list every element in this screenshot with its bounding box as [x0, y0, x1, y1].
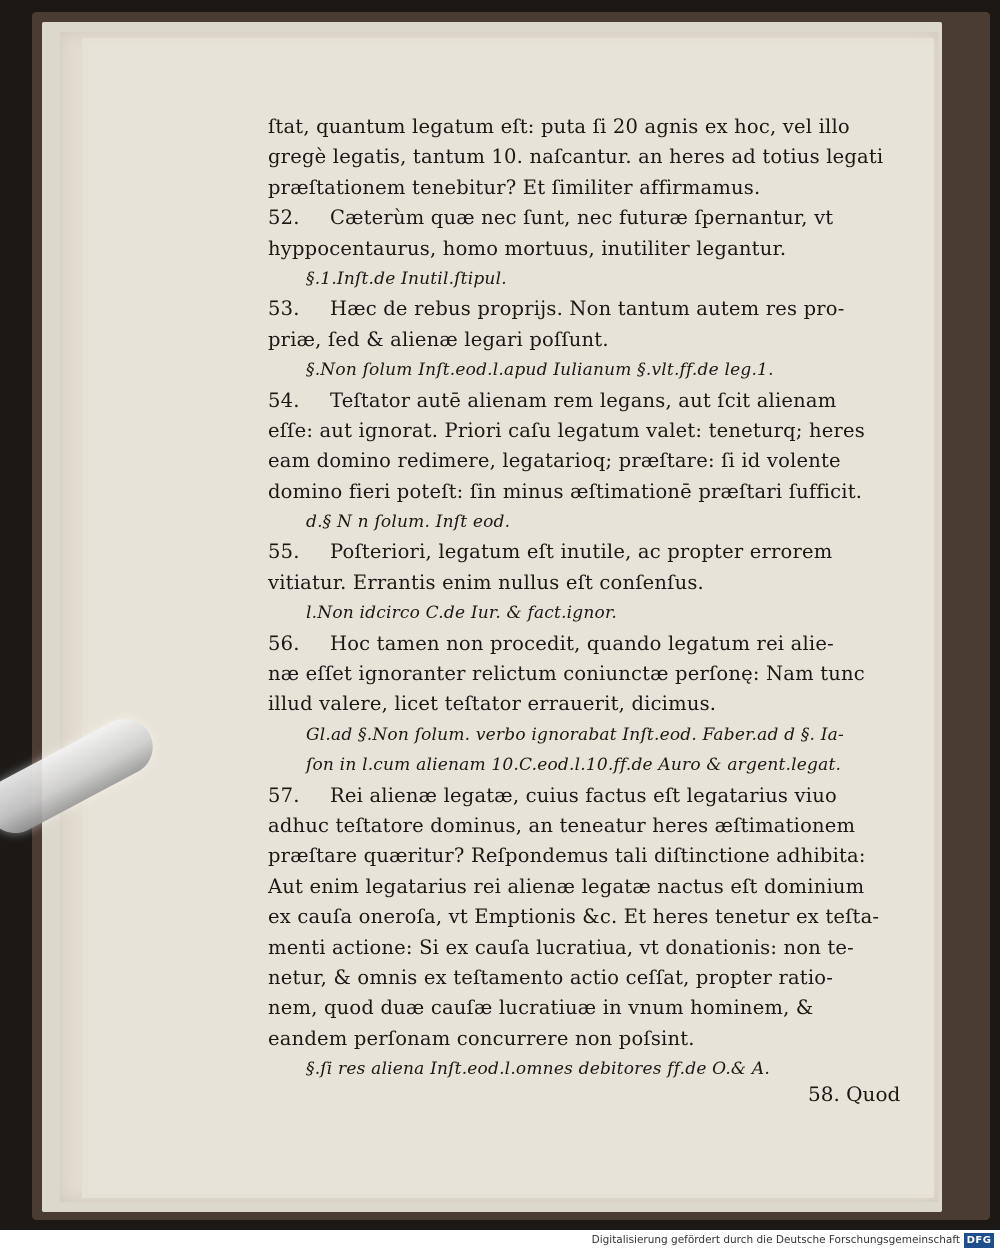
paragraph-text: Rei alienæ legatæ, cuius factus eſt legatarius viuo	[330, 783, 837, 807]
paragraph-text: Cæterùm quæ nec ſunt, nec futuræ ſpernantur, vt	[330, 206, 834, 230]
citation-line: §.1.Inſt.de Inutil.ſtipul.	[306, 268, 507, 289]
paragraph-number: 52.	[268, 206, 300, 230]
text-line: præſtationem tenebitur? Et ſimiliter affirmamus.	[268, 175, 761, 199]
text-line: adhuc teſtatore dominus, an teneatur heres æſtimationem	[268, 813, 856, 837]
paragraph-text: Hoc tamen non procedit, quando legatum rei alie-	[330, 631, 834, 655]
text-line: hyppocentaurus, homo mortuus, inutiliter legantur.	[268, 236, 787, 260]
catchword: 58. Quod	[808, 1082, 901, 1106]
footer-bar	[0, 1230, 1000, 1252]
paragraph-number: 57.	[268, 783, 300, 807]
text-line: ex cauſa oneroſa, vt Emptionis &c. Et heres tenetur ex teſta-	[268, 905, 880, 929]
page-text	[268, 112, 928, 1085]
paragraph-start-line	[236, 537, 928, 567]
paragraph-number: 56.	[268, 631, 300, 655]
text-line: eam domino redimere, legatarioq; præſtare: ſi id volente	[268, 449, 841, 473]
dfg-logo: DFG	[964, 1233, 994, 1248]
paragraph-start-line	[236, 781, 928, 811]
paragraph-number: 54.	[268, 388, 300, 412]
text-line: eſſe: aut ignorat. Priori caſu legatum valet: teneturq; heres	[268, 418, 865, 442]
paragraph-number: 53.	[268, 297, 300, 321]
text-line: nem, quod duæ cauſæ lucratiuæ in vnum hominem, &	[268, 996, 814, 1020]
citation-line: d.§ N n ſolum. Inſt eod.	[306, 512, 511, 533]
text-line: priæ, ſed & alienæ legari poſſunt.	[268, 327, 609, 351]
paragraph-number: 55.	[268, 540, 300, 564]
citation-line: Gl.ad §.Non ſolum. verbo ignorabat Inſt.eod. Faber.ad d §. Ia-	[306, 724, 844, 745]
paragraph-start-line	[236, 203, 928, 233]
text-line: domino fieri poteſt: ſin minus æſtimationē præſtari ſufficit.	[268, 479, 863, 503]
paragraph-start-line	[236, 629, 928, 659]
paragraph-text: Hæc de rebus proprijs. Non tantum autem res pro-	[330, 297, 845, 321]
text-line: netur, & omnis ex teſtamento actio ceſſat, propter ratio-	[268, 965, 833, 989]
text-line: vitiatur. Errantis enim nullus eſt conſenſus.	[268, 570, 704, 594]
text-line: ſtat, quantum legatum eſt: puta ſi 20 agnis ex hoc, vel illo	[268, 115, 850, 138]
citation-line: §.Non ſolum Inſt.eod.l.apud Iulianum §.vlt.ff.de leg.1.	[306, 360, 774, 381]
paragraph-text: Poſteriori, legatum eſt inutile, ac propter errorem	[330, 540, 833, 564]
text-line: menti actione: Si ex cauſa lucratiua, vt donationis: non te-	[268, 935, 854, 959]
paragraph-start-line	[236, 386, 928, 416]
paragraph-start-line	[236, 294, 928, 324]
citation-line: ſon in l.cum alienam 10.C.eod.l.10.ff.de Auro & argent.legat.	[306, 755, 842, 776]
text-line: illud valere, licet teſtator errauerit, dicimus.	[268, 692, 717, 716]
paragraph-text: Teſtator autē alienam rem legans, aut ſcit alienam	[330, 388, 837, 412]
text-line: Aut enim legatarius rei alienæ legatæ nactus eſt dominium	[268, 874, 865, 898]
footer-credit: Digitalisierung gefördert durch die Deutsche Forschungsgemeinschaft	[591, 1234, 960, 1246]
text-line: eandem perſonam concurrere non poſsint.	[268, 1026, 695, 1050]
citation-line: §.ſi res aliena Inſt.eod.l.omnes debitores ff.de O.& A.	[306, 1059, 770, 1080]
text-line: gregè legatis, tantum 10. naſcantur. an heres ad totius legati	[268, 145, 884, 169]
text-line: næ eſſet ignoranter relictum coniunctæ perſonę: Nam tunc	[268, 662, 865, 686]
citation-line: l.Non idcirco C.de Iur. & fact.ignor.	[306, 603, 618, 624]
text-line: præſtare quæritur? Reſpondemus tali diſtinctione adhibita:	[268, 844, 866, 868]
